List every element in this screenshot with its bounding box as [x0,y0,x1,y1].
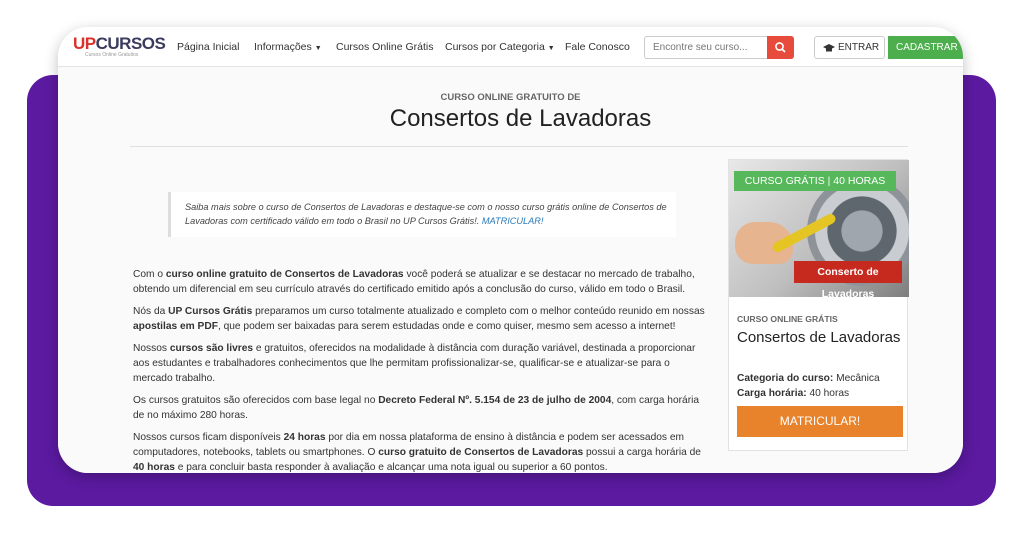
nav-categories[interactable] [445,41,555,53]
free-hours-badge: CURSO GRÁTIS | 40 HORAS [734,171,896,191]
divider [130,146,908,147]
quote-enroll-link[interactable]: MATRICULAR! [481,216,544,226]
category-label: Categoria do curso: [737,373,834,384]
page-title: Consertos de Lavadoras [389,105,652,132]
image-caption: Conserto de Lavadoras [794,261,902,283]
caret-down-icon: ▼ [547,45,555,52]
search-input[interactable]: Encontre seu curso... [644,36,768,59]
hours-label: Carga horária: [737,388,807,399]
logo-tagline: Cursos Online Gratuitos [85,52,139,58]
graduation-cap-icon [823,44,835,53]
card-meta [737,371,880,401]
card-title: Consertos de Lavadoras [737,329,901,346]
course-card [728,159,908,451]
browser-window [58,27,963,473]
nav-info[interactable] [254,41,322,53]
paragraph: Nós da UP Cursos Grátis preparamos um curso totalmente atualizado e completo com o melhor conteúdo reunido em nossas apostilas em PDF, que podem ser baixadas para serem estudadas onde e como quiser, mesmo sem acesso a internet! [133,306,705,332]
paragraph: Com o curso online gratuito de Consertos de Lavadoras você poderá se atualizar e se destacar no mercado de trabalho, obtendo um diferencial em seu currículo através do certificado emitido após a conclusão do curso, válido em todo o Brasil. [133,269,695,295]
category-value: Mecânica [836,373,880,384]
nav-home[interactable]: Página Inicial [177,41,240,53]
quote-text: Saiba mais sobre o curso de Consertos de Lavadoras e destaque-se com o nosso curso grátis online de Consertos de Lavadoras com certificado válido em todo o Brasil no UP Cursos Grátis!. [185,202,667,226]
hours-value: 40 horas [809,388,850,399]
logo-cursos: CURSOS [95,34,166,53]
nav-info-label: Informações [254,41,312,53]
caret-down-icon: ▼ [314,45,322,52]
logo-up: UP [73,34,96,53]
paragraph: Nossos cursos são livres e gratuitos, oferecidos na modalidade à distância com duração variável, destinada a proporcionar aos estudantes e trabalhadores conhecimentos que lhe permitam profissionalizar-se, qualificar-se e atualizar-se para o mercado trabalho. [133,343,696,384]
nav-free-courses[interactable]: Cursos Online Grátis [336,41,434,53]
login-button[interactable] [814,36,885,59]
nav-contact[interactable]: Fale Conosco [565,41,630,53]
login-label: ENTRAR [838,42,880,53]
top-navbar [58,27,963,67]
signup-button[interactable]: CADASTRAR [888,36,963,59]
intro-blockquote [168,192,676,237]
page-kicker: CURSO ONLINE GRATUITO DE [440,92,581,103]
paragraph: Nossos cursos ficam disponíveis 24 horas por dia em nossa plataforma de ensino à distância e podem ser acessados em computadores, notebooks, tablets ou smartphones. O curso gratuito de Consertos de Lavadoras possui a carga horária de 40 horas e para concluir basta responder à avaliação e alcançar uma nota igual ou superior a 60 pontos. [133,432,701,473]
course-description [133,267,705,473]
enroll-button[interactable]: MATRICULAR! [737,406,903,437]
course-image[interactable] [729,160,909,297]
search-icon [767,36,794,59]
site-logo[interactable] [73,36,165,58]
paragraph: Os cursos gratuitos são oferecidos com base legal no Decreto Federal Nº. 5.154 de 23 de julho de 2004, com carga horária de no máximo 280 horas. [133,395,700,421]
nav-categories-label: Cursos por Categoria [445,41,545,53]
course-page [58,67,963,473]
card-kicker: CURSO ONLINE GRÁTIS [737,314,838,324]
search-button[interactable] [767,36,794,59]
